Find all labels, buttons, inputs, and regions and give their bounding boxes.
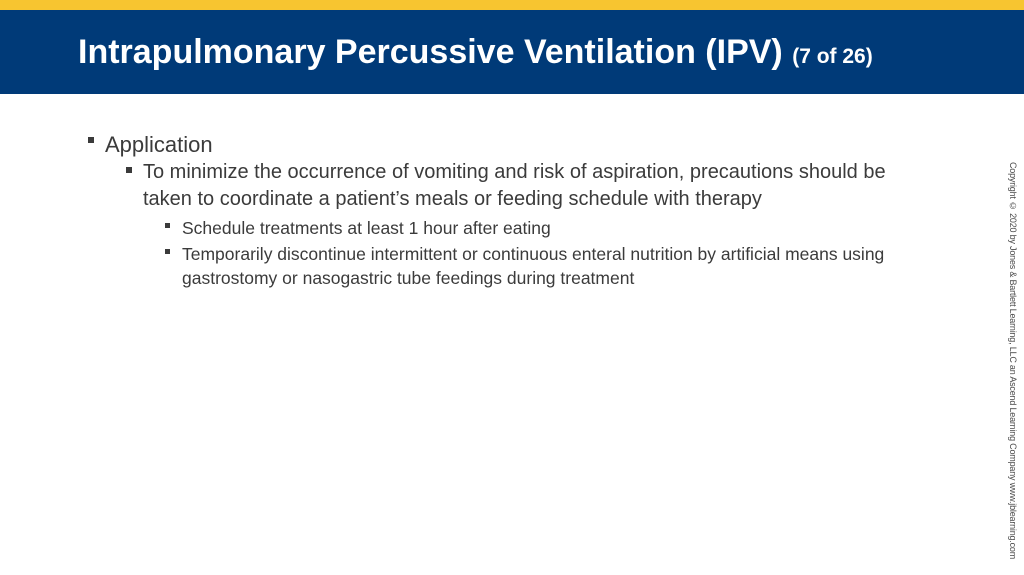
slide-body: [86, 128, 926, 290]
slide-page-count: (7 of 26): [792, 45, 873, 68]
copyright-notice: Copyright © 2020 by Jones & Bartlett Learning, LLC an Ascend Learning Company www.jblearning.com: [1008, 162, 1018, 560]
slide-title-text: Intrapulmonary Percussive Ventilation (IPV): [78, 33, 783, 71]
square-bullet-icon: [126, 167, 132, 173]
bullet-level3: [163, 216, 922, 240]
bullet-level2: [124, 159, 913, 213]
bullet-text: Temporarily discontinue intermittent or continuous enteral nutrition by artificial means using gastrostomy or nasogastric tube feedings during treatment: [182, 244, 885, 288]
square-bullet-icon: [88, 137, 94, 143]
bullet-level3: [163, 242, 922, 290]
bullet-level1: [86, 128, 926, 161]
bullet-text: Application: [105, 132, 213, 157]
accent-bar: [0, 0, 1024, 10]
bullet-text: To minimize the occurrence of vomiting and risk of aspiration, precautions should be taken to coordinate a patient’s meals or feeding schedule with therapy: [143, 161, 886, 210]
square-bullet-icon: [165, 223, 170, 228]
bullet-text: Schedule treatments at least 1 hour after eating: [182, 218, 551, 238]
slide-title: [78, 32, 873, 77]
square-bullet-icon: [165, 249, 170, 254]
